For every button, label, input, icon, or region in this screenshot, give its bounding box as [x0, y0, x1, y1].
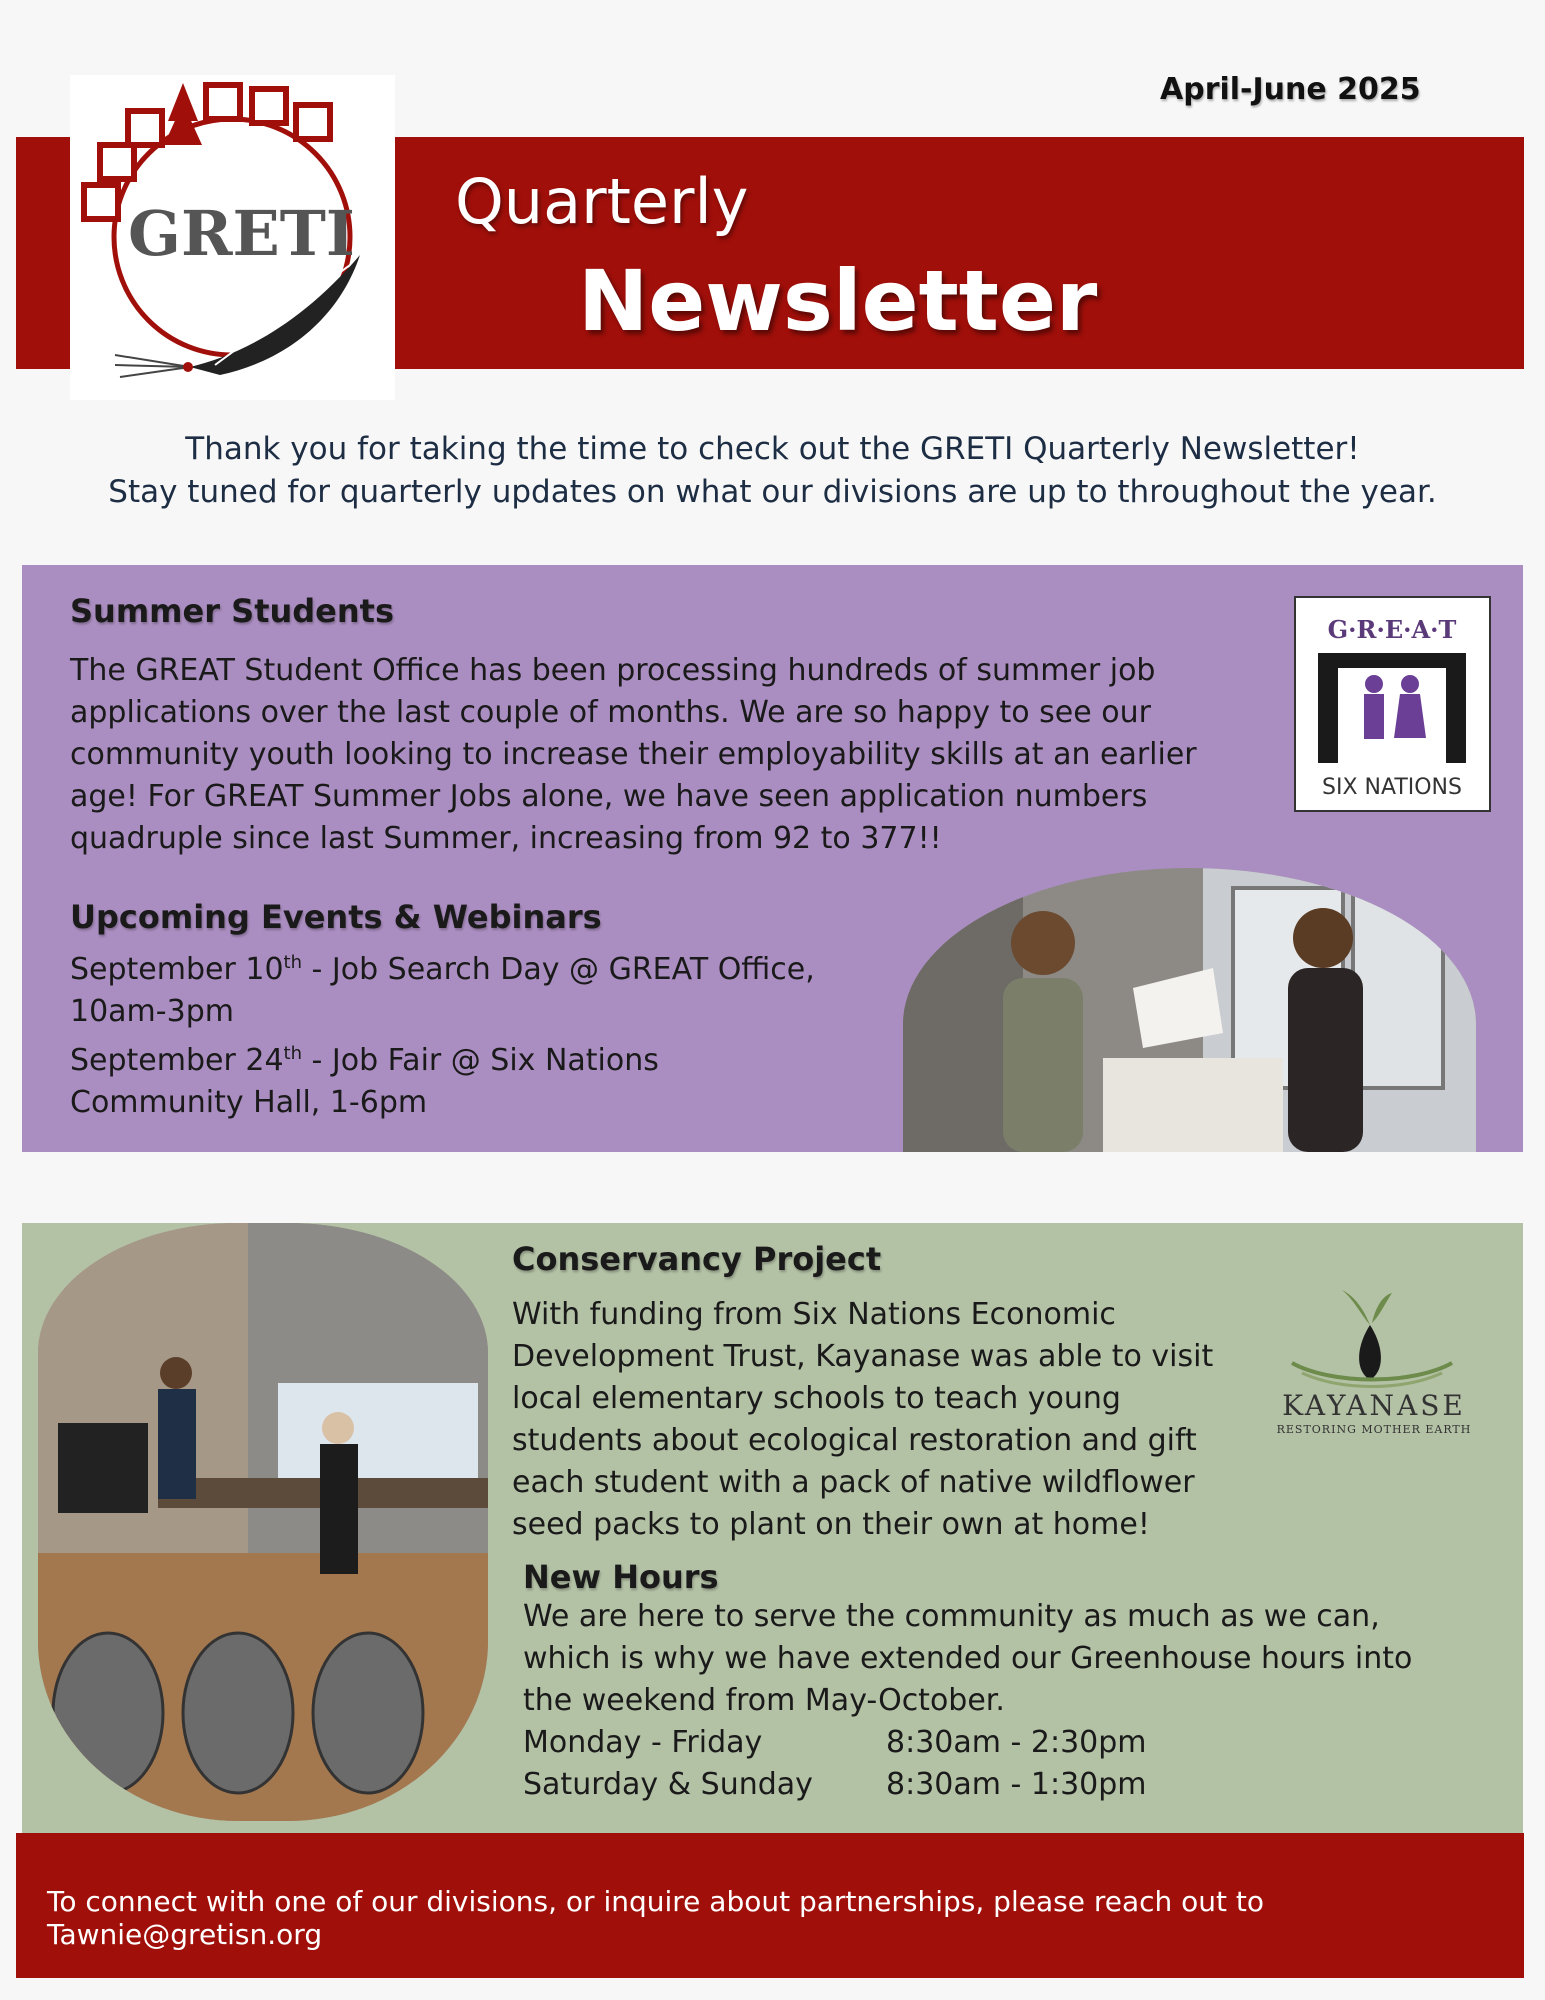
- event-1-date: September 10: [70, 952, 284, 987]
- event-2-line2: Community Hall, 1-6pm: [70, 1085, 428, 1120]
- greti-logo-text: GRETI: [128, 197, 355, 270]
- summer-body: The GREAT Student Office has been processing hundreds of summer job applications over the last couple of months. We are so happy to see our community youth looking to increase their employability skills at an earlier age! For GREAT Summer Jobs alone, we have seen application numbers quadruple since last Summer, increasing from 92 to 377!!: [70, 653, 1197, 856]
- event-2-date: September 24: [70, 1043, 284, 1078]
- great-logo-graphic: [1296, 598, 1489, 810]
- event-2-sup: th: [283, 1043, 302, 1064]
- classroom-photo: [38, 1223, 488, 1821]
- intro-line-1: Thank you for taking the time to check out the GRETI Quarterly Newsletter!: [185, 431, 1360, 467]
- issue-date: April-June 2025: [1160, 72, 1421, 107]
- hours-table: [523, 1722, 1443, 1806]
- event-1: [70, 942, 870, 991]
- conservancy-heading: Conservancy Project: [512, 1240, 882, 1278]
- hours-time: 8:30am - 2:30pm: [886, 1725, 1147, 1760]
- kayanase-logo-graphic: [1262, 1245, 1492, 1445]
- great-logo-top-text: G·R·E·A·T: [1327, 615, 1457, 644]
- events-heading: Upcoming Events & Webinars: [70, 898, 602, 936]
- footer-contact-text: To connect with one of our divisions, or inquire about partnerships, please reach out to Tawnie@gretisn.org: [47, 1885, 1265, 1951]
- event-2: [70, 1033, 870, 1082]
- classroom-photo-graphic: [38, 1223, 488, 1821]
- great-logo-bottom-text: SIX NATIONS: [1322, 775, 1462, 800]
- hours-row: [523, 1722, 1443, 1764]
- greti-logo-graphic: [70, 75, 395, 400]
- kayanase-logo: [1262, 1245, 1492, 1445]
- intro-text: [0, 428, 1545, 514]
- hours-day: Monday - Friday: [523, 1725, 763, 1760]
- title-quarterly: Quarterly: [455, 165, 749, 238]
- events-list: [70, 942, 870, 1124]
- event-1-line2: 10am-3pm: [70, 994, 234, 1029]
- event-1-sup: th: [283, 952, 302, 973]
- greti-logo: [70, 75, 395, 400]
- summer-heading: Summer Students: [70, 592, 394, 630]
- intro-line-2: Stay tuned for quarterly updates on what our divisions are up to throughout the year.: [108, 474, 1437, 510]
- new-hours-heading: New Hours: [523, 1558, 719, 1596]
- hours-row: [523, 1764, 1443, 1806]
- hours-time: 8:30am - 1:30pm: [886, 1767, 1147, 1802]
- hours-day: Saturday & Sunday: [523, 1767, 813, 1802]
- new-hours-body: We are here to serve the community as much as we can, which is why we have extended our Greenhouse hours into the weekend from May-October.: [523, 1599, 1413, 1718]
- kayanase-logo-name: KAYANASE: [1282, 1389, 1466, 1422]
- conservancy-body: With funding from Six Nations Economic Development Trust, Kayanase was able to visit local elementary schools to teach young students about ecological restoration and gift each student with a pack of native wildflower seed packs to plant on their own at home!: [512, 1297, 1214, 1542]
- great-six-nations-logo: [1294, 596, 1491, 812]
- kayanase-logo-tag: RESTORING MOTHER EARTH: [1276, 1423, 1472, 1436]
- event-2-desc: - Job Fair @ Six Nations: [302, 1043, 659, 1078]
- title-newsletter: Newsletter: [578, 252, 1098, 350]
- event-1-desc: - Job Search Day @ GREAT Office,: [302, 952, 815, 987]
